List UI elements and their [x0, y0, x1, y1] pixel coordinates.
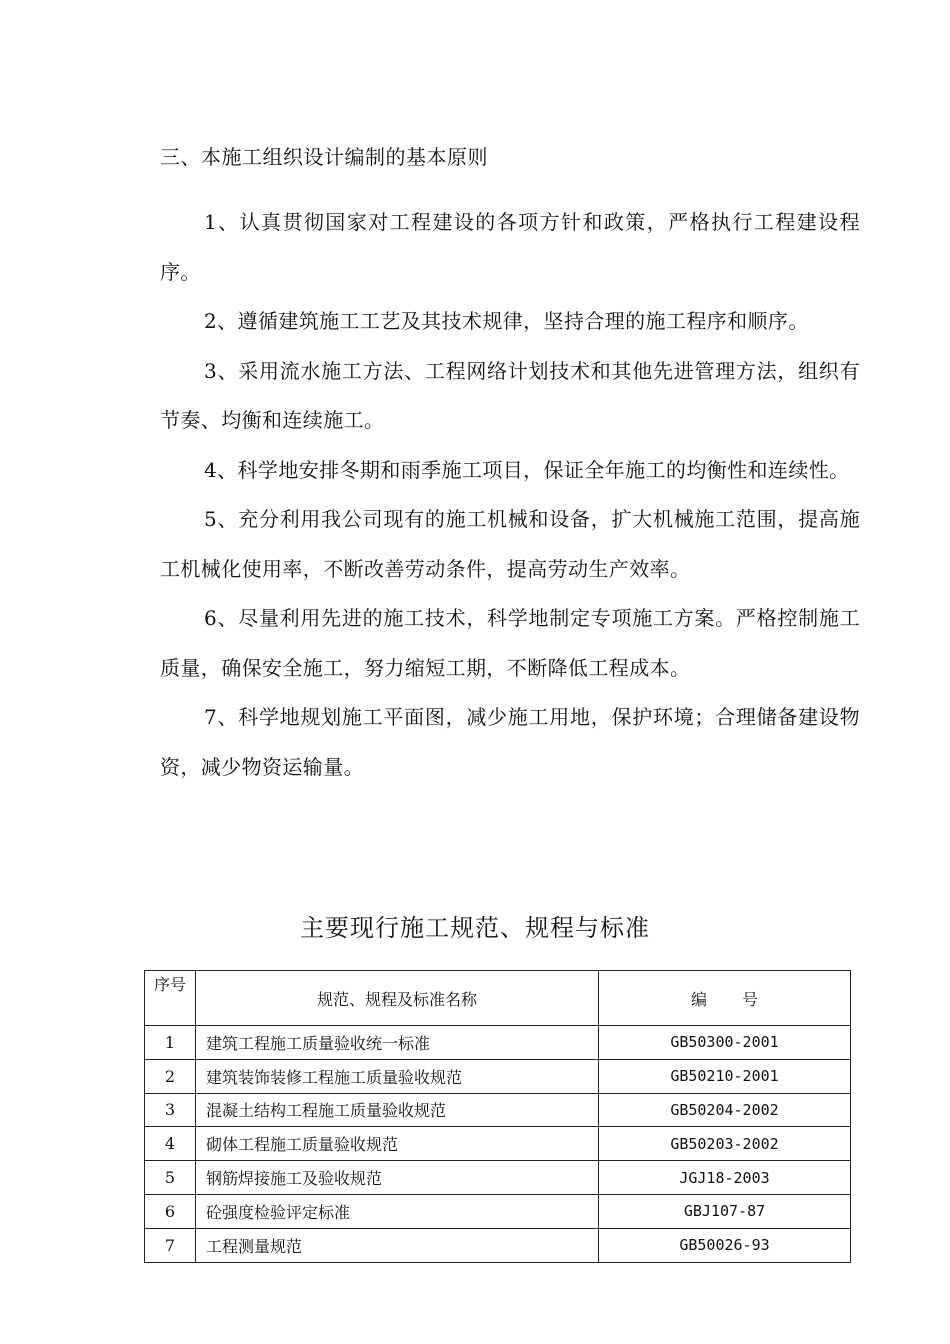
principle-item: 1、认真贯彻国家对工程建设的各项方针和政策，严格执行工程建设程序。 — [160, 210, 860, 284]
header-code: 编 号 — [599, 971, 851, 1026]
row-code: GB50210-2001 — [599, 1059, 851, 1093]
header-index: 序号 — [145, 971, 196, 1026]
row-index: 4 — [145, 1127, 196, 1161]
principle-item: 5、充分利用我公司现有的施工机械和设备，扩大机械施工范围，提高施工机械化使用率，不断改善劳动条件，提高劳动生产效率。 — [160, 507, 860, 581]
table-row — [145, 1059, 851, 1093]
row-index: 1 — [145, 1026, 196, 1060]
table-row — [145, 1127, 851, 1161]
principle-item: 2、遵循建筑施工工艺及其技术规律，坚持合理的施工程序和顺序。 — [204, 309, 809, 333]
row-code: GB50204-2002 — [599, 1093, 851, 1127]
row-index: 2 — [145, 1059, 196, 1093]
table-row — [145, 1194, 851, 1228]
standards-table — [144, 970, 851, 1263]
row-code: JGJ18-2003 — [599, 1161, 851, 1195]
row-name: 建筑工程施工质量验收统一标准 — [196, 1026, 599, 1060]
row-index: 7 — [145, 1228, 196, 1262]
table-row — [145, 1228, 851, 1262]
table-row — [145, 1093, 851, 1127]
section-heading: 三、本施工组织设计编制的基本原则 — [160, 145, 488, 169]
row-index: 5 — [145, 1161, 196, 1195]
header-name: 规范、规程及标准名称 — [196, 971, 599, 1026]
principle-item: 7、科学地规划施工平面图，减少施工用地，保护环境；合理储备建设物资，减少物资运输量。 — [160, 705, 860, 779]
row-name: 钢筋焊接施工及验收规范 — [196, 1161, 599, 1195]
row-name: 工程测量规范 — [196, 1228, 599, 1262]
row-name: 砌体工程施工质量验收规范 — [196, 1127, 599, 1161]
row-code: GBJ107-87 — [599, 1194, 851, 1228]
table-row — [145, 1161, 851, 1195]
row-code: GB50300-2001 — [599, 1026, 851, 1060]
principles-list — [160, 198, 860, 792]
principle-item: 3、采用流水施工方法、工程网络计划技术和其他先进管理方法，组织有节奏、均衡和连续施工。 — [160, 358, 860, 432]
table-title: 主要现行施工规范、规程与标准 — [300, 914, 650, 942]
row-code: GB50203-2002 — [599, 1127, 851, 1161]
row-name: 混凝土结构工程施工质量验收规范 — [196, 1093, 599, 1127]
table-row — [145, 1026, 851, 1060]
row-name: 砼强度检验评定标准 — [196, 1194, 599, 1228]
row-code: GB50026-93 — [599, 1228, 851, 1262]
row-index: 6 — [145, 1194, 196, 1228]
table-header-row — [145, 971, 851, 1026]
row-name: 建筑装饰装修工程施工质量验收规范 — [196, 1059, 599, 1093]
principle-item: 6、尽量利用先进的施工技术，科学地制定专项施工方案。严格控制施工质量，确保安全施工，努力缩短工期，不断降低工程成本。 — [160, 606, 860, 680]
principle-item: 4、科学地安排冬期和雨季施工项目，保证全年施工的均衡性和连续性。 — [204, 457, 850, 482]
row-index: 3 — [145, 1093, 196, 1127]
